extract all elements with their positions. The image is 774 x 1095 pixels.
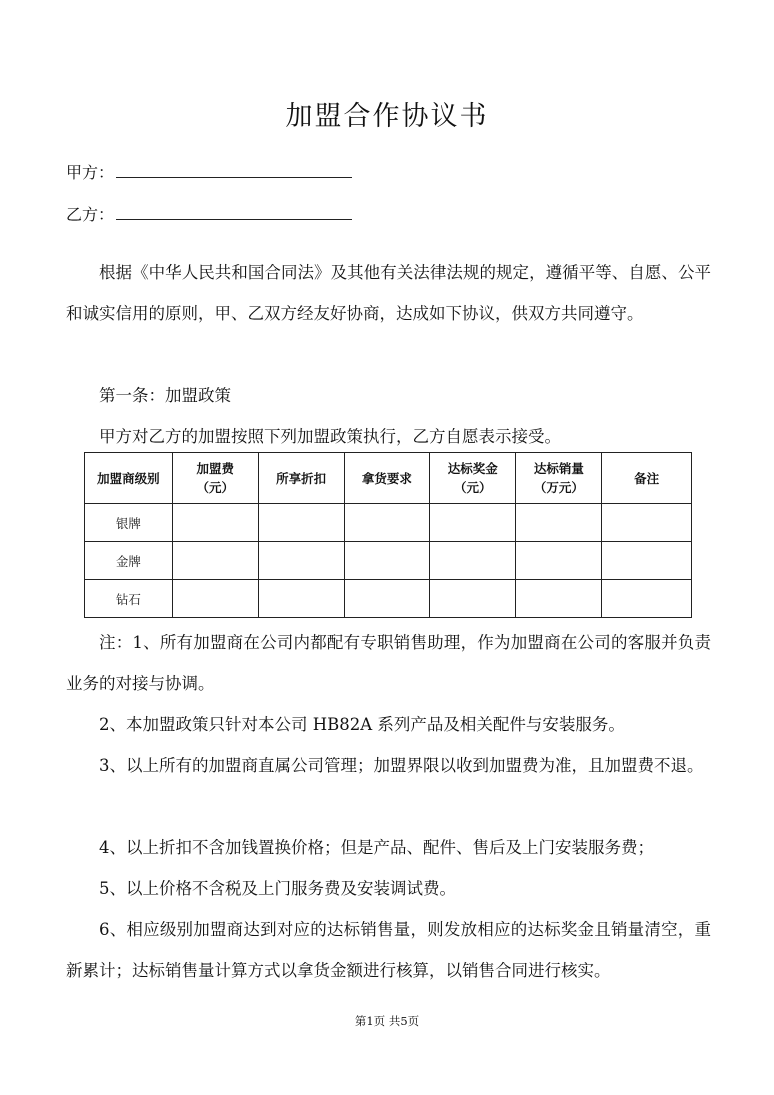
note-5: 5、以上价格不含税及上门服务费及安装调试费。 bbox=[99, 879, 456, 898]
row-level-gold: 金牌 bbox=[85, 542, 173, 580]
note-1: 注：1、所有加盟商在公司内都配有专职销售助理，作为加盟商在公司的客服并负责业务的对接与协调。 bbox=[66, 633, 711, 693]
note-6: 6、相应级别加盟商达到对应的达标销售量，则发放相应的达标奖金且销量清空，重新累计；达标销售量计算方式以拿货金额进行核算，以销售合同进行核实。 bbox=[66, 920, 711, 980]
party-b-blank-line bbox=[116, 207, 352, 220]
table-header-row bbox=[85, 453, 692, 504]
header-discount: 所享折扣 bbox=[258, 453, 344, 504]
party-a-row bbox=[66, 160, 352, 183]
header-purchase-requirement: 拿货要求 bbox=[344, 453, 430, 504]
note-4: 4、以上折扣不含加钱置换价格；但是产品、配件、售后及上门安装服务费； bbox=[99, 838, 654, 857]
header-level: 加盟商级别 bbox=[85, 453, 173, 504]
table-row bbox=[85, 542, 692, 580]
row-level-diamond: 钻石 bbox=[85, 580, 173, 618]
header-target-sales: 达标销量 （万元） bbox=[516, 453, 602, 504]
row-level-silver: 银牌 bbox=[85, 504, 173, 542]
header-remarks: 备注 bbox=[602, 453, 692, 504]
page-footer: 第1页 共5页 bbox=[354, 1014, 420, 1028]
franchise-policy-table bbox=[84, 452, 692, 618]
header-fee: 加盟费 （元） bbox=[172, 453, 258, 504]
header-bonus: 达标奖金 （元） bbox=[430, 453, 516, 504]
document-title: 加盟合作协议书 bbox=[285, 101, 489, 132]
article-1-heading: 第一条：加盟政策 bbox=[99, 386, 231, 405]
article-1-text: 甲方对乙方的加盟按照下列加盟政策执行，乙方自愿表示接受。 bbox=[99, 427, 561, 446]
note-3: 3、以上所有的加盟商直属公司管理；加盟界限以收到加盟费为准，且加盟费不退。 bbox=[99, 756, 704, 775]
party-b-label: 乙方： bbox=[66, 205, 115, 224]
table-row bbox=[85, 580, 692, 618]
intro-paragraph: 根据《中华人民共和国合同法》及其他有关法律法规的规定，遵循平等、自愿、公平和诚实信用的原则，甲、乙双方经友好协商，达成如下协议，供双方共同遵守。 bbox=[66, 263, 711, 323]
party-b-row bbox=[66, 202, 352, 225]
party-a-label: 甲方： bbox=[66, 163, 115, 182]
note-2: 2、本加盟政策只针对本公司 HB82A 系列产品及相关配件与安装服务。 bbox=[99, 715, 625, 734]
table-row bbox=[85, 504, 692, 542]
party-a-blank-line bbox=[116, 165, 352, 178]
